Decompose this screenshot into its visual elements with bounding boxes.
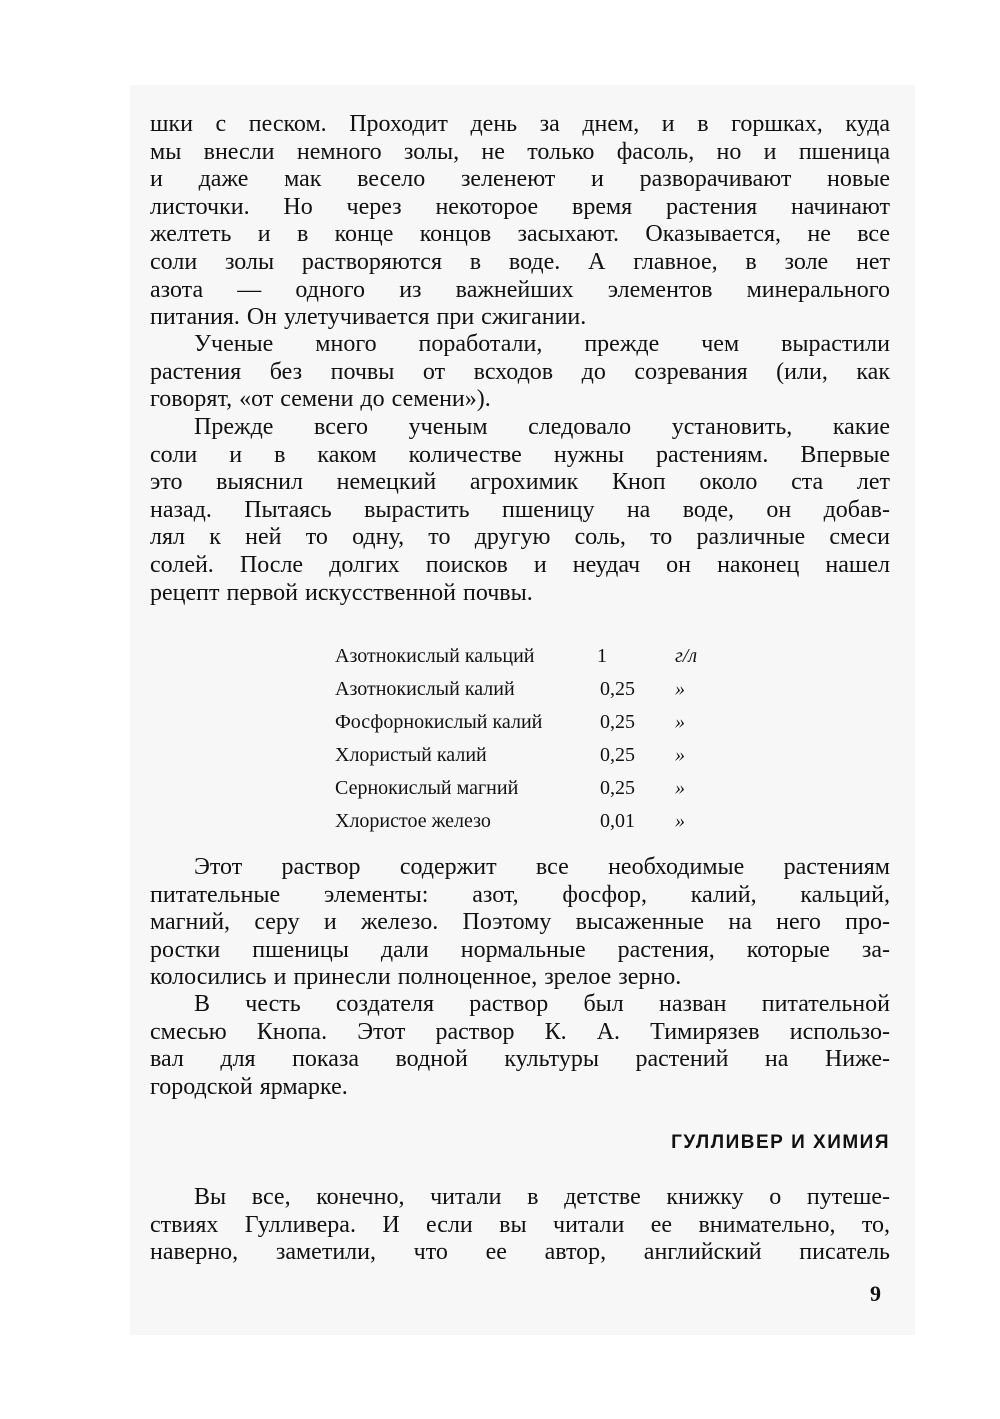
table-row [335,739,715,772]
cell-name: Хлористый калий [335,744,487,766]
text-line: наверно, заметили, что ее автор, английский писатель [150,1239,890,1266]
text-line: питательные элементы: азот, фосфор, калий, кальций, [150,881,890,908]
section-heading: ГУЛЛИВЕР И ХИМИЯ [671,1132,890,1153]
cell-amount: 0,25 [600,711,635,733]
cell-unit: » [675,744,685,766]
cell-unit: » [675,777,685,799]
text-line: рецепт первой искусственной почвы. [150,579,533,606]
paragraph [150,111,890,332]
text-line: магний, серу и железо. Поэтому высаженные на него про- [150,909,890,936]
cell-name: Азотнокислый калий [335,678,515,700]
cell-unit: » [675,711,685,733]
text-line: питания. Он улетучивается при сжигании. [150,304,587,331]
table-row [335,640,715,673]
paragraph [150,854,890,992]
text-line: Прежде всего ученым следовало установить, какие [194,414,890,440]
text-line: соли золы растворяются в воде. А главное, в золе нет [150,248,890,275]
text-line: ствиях Гулливера. И если вы читали ее внимательно, то, [150,1211,890,1238]
cell-amount: 0,25 [600,744,635,766]
text-line: Этот раствор содержит все необходимые растениям [194,854,890,880]
text-line: В честь создателя раствор был назван питательной [194,991,890,1017]
text-line: и даже мак весело зеленеют и разворачивают новые [150,166,890,193]
text-line: солей. После долгих поисков и неудач он наконец нашел [150,551,890,578]
text-line: Ученые много поработали, прежде чем вырастили [194,331,890,357]
text-line: шки с песком. Проходит день за днем, и в горшках, куда [150,111,890,137]
cell-amount: 1 [597,645,607,667]
table-row [335,772,715,805]
text-line: листочки. Но через некоторое время растения начинают [150,193,890,220]
table-row [335,673,715,706]
cell-name: Сернокислый магний [335,777,519,799]
knop-solution-table [335,640,715,838]
paragraph [150,331,890,414]
table-row [335,706,715,739]
text-line: говорят, «от семени до семени»). [150,386,491,413]
table-row [335,805,715,838]
paragraph [150,1184,890,1267]
cell-unit: » [675,810,685,832]
text-line: городской ярмарке. [150,1073,348,1100]
text-line: Вы все, конечно, читали в детстве книжку о путеше- [194,1184,890,1210]
text-line: это выяснил немецкий агрохимик Кноп около ста лет [150,469,890,496]
cell-amount: 0,25 [600,777,635,799]
text-line: азота — одного из важнейших элементов минерального [150,276,890,303]
paragraph [150,414,890,607]
cell-unit: г/л [675,645,698,667]
page-number: 9 [870,1281,881,1306]
text-line: вал для показа водной культуры растений на Ниже- [150,1046,890,1073]
text-line: растения без почвы от всходов до созревания (или, как [150,358,890,385]
cell-name: Хлористое железо [335,810,491,832]
cell-amount: 0,25 [600,678,635,700]
paragraph [150,991,890,1101]
text-line: смесью Кнопа. Этот раствор К. А. Тимирязев использо- [150,1018,890,1045]
cell-name: Фосфорнокислый калий [335,711,543,733]
cell-name: Азотнокислый кальций [335,645,535,667]
text-line: желтеть и в конце концов засыхают. Оказывается, не все [150,221,890,248]
text-line: колосились и принесли полноценное, зрелое зерно. [150,964,682,991]
text-line: лял к ней то одну, то другую соль, то различные смеси [150,524,890,551]
cell-amount: 0,01 [600,810,635,832]
text-line: соли и в каком количестве нужны растениям. Впервые [150,441,890,468]
text-line: мы внесли немного золы, не только фасоль, но и пшеница [150,138,890,165]
text-line: ростки пшеницы дали нормальные растения, которые за- [150,936,890,963]
text-line: назад. Пытаясь вырастить пшеницу на воде, он добав- [150,496,890,523]
cell-unit: » [675,678,685,700]
